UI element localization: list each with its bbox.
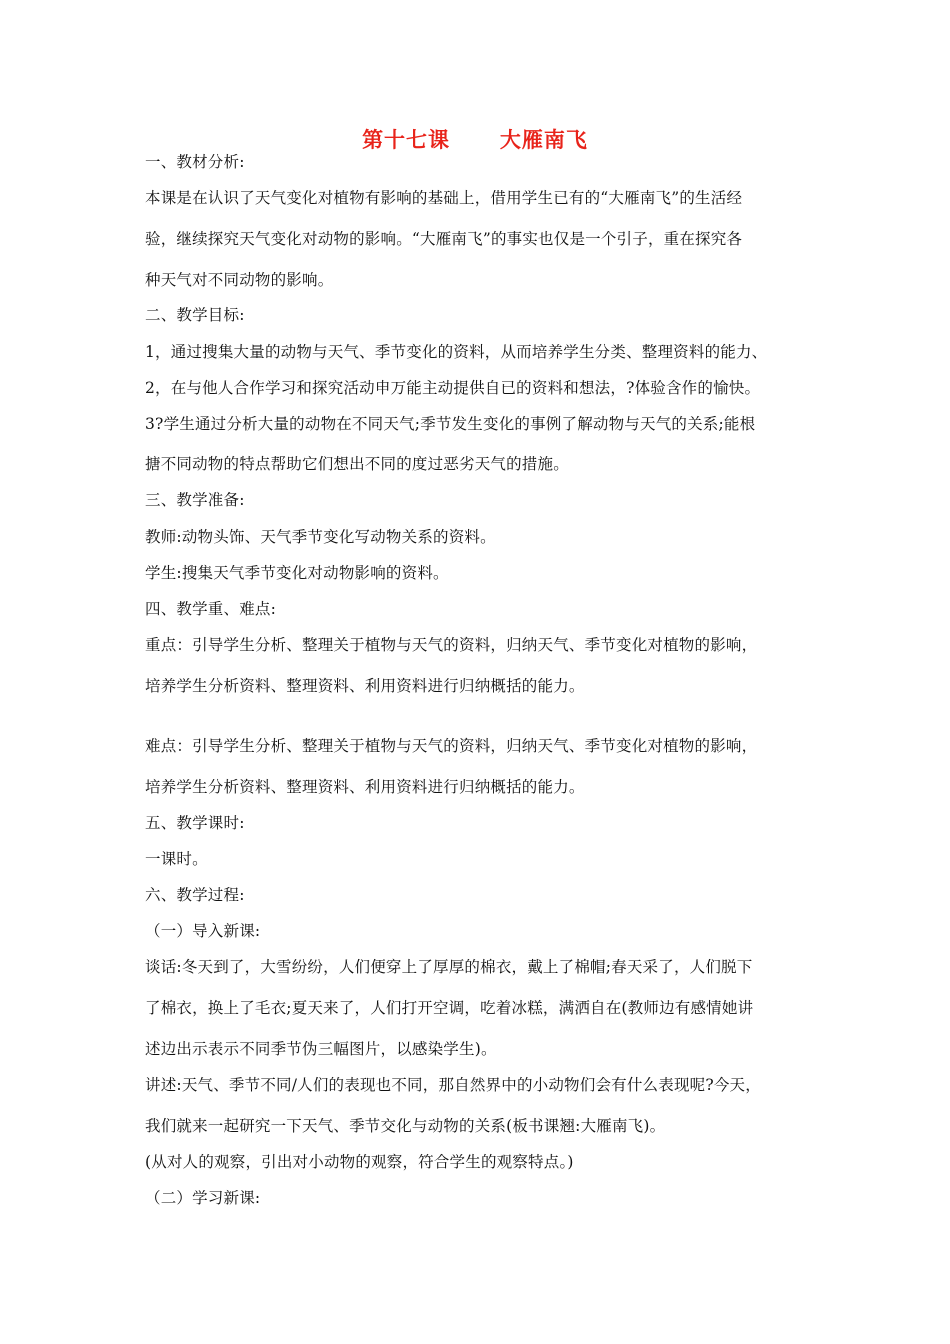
- paragraph-line: 难点：引导学生分析、整理关于植物与天气的资料，归纳天气、季节变化对植物的影响，: [145, 737, 758, 755]
- paragraph-line: 一课时。: [145, 850, 208, 868]
- paragraph-line: 谈话:冬天到了，大雪纷纷，人们便穿上了厚厚的棉衣，戴上了棉帽;春天采了，人们脱下: [145, 958, 753, 976]
- paragraph-line: 教师:动物头饰、天气季节变化写动物关系的资料。: [145, 528, 496, 546]
- section-heading: 二、教学目标:: [145, 306, 245, 324]
- paragraph-line: 2，在与他人合作学习和探究活动申万能主动提供自已的资料和想法，?体验含作的愉快。: [145, 379, 761, 397]
- paragraph-line: 述边出示表示不同季节伪三幅图片，以感染学生)。: [145, 1040, 497, 1058]
- paragraph-line: 了棉衣，换上了毛衣;夏天来了，人们打开空调，吃着冰糕，满洒自在(教师边有感情她讲: [145, 999, 754, 1017]
- paragraph-line: 培养学生分析资料、整理资料、利用资料进行归纳概括的能力。: [145, 677, 585, 695]
- section-heading: 三、教学准备:: [145, 491, 245, 509]
- paragraph-line: 培养学生分析资料、整理资料、利用资料进行归纳概括的能力。: [145, 778, 585, 796]
- paragraph-line: 我们就来一起研究一下天气、季节交化与动物的关系(板书课翘:大雁南飞)。: [145, 1117, 666, 1135]
- paragraph-line: 3?学生通过分析大量的动物在不同天气;季节发生变化的事例了解动物与天气的关系;能根: [145, 415, 756, 433]
- paragraph-line: 验，继续探究天气变化对动物的影响。“大雁南飞”的事实也仅是一个引子，重在探究各: [145, 230, 743, 248]
- paragraph-line: (从对人的观察，引出对小动物的观察，符合学生的观察特点。): [145, 1153, 574, 1171]
- page-title: 第十七课 大雁南飞: [362, 127, 588, 152]
- paragraph-line: 种天气对不同动物的影响。: [145, 271, 334, 289]
- paragraph-line: 学生:搜集天气季节变化对动物影响的资料。: [145, 564, 449, 582]
- section-heading: 一、教材分析:: [145, 153, 245, 171]
- section-heading: 五、教学课时:: [145, 814, 245, 832]
- paragraph-line: 讲述:天气、季节不同/人们的表现也不同，那自然界中的小动物们会有什么表现呢?今天，: [145, 1076, 761, 1094]
- subsection-heading: （二）学习新课:: [145, 1189, 261, 1207]
- section-heading: 四、教学重、难点:: [145, 600, 277, 618]
- paragraph-line: 搪不同动物的特点帮助它们想出不同的度过恶劣天气的措施。: [145, 455, 569, 473]
- paragraph-line: 本课是在认识了天气变化对植物有影响的基础上，借用学生已有的“大雁南飞”的生活经: [145, 189, 743, 207]
- subsection-heading: （一）导入新课:: [145, 922, 261, 940]
- paragraph-line: 重点：引导学生分析、整理关于植物与天气的资料，归纳天气、季节变化对植物的影响，: [145, 636, 758, 654]
- section-heading: 六、教学过程:: [145, 886, 245, 904]
- paragraph-line: 1，通过搜集大量的动物与天气、季节变化的资料，从而培养学生分类、整理资料的能力、: [145, 343, 768, 361]
